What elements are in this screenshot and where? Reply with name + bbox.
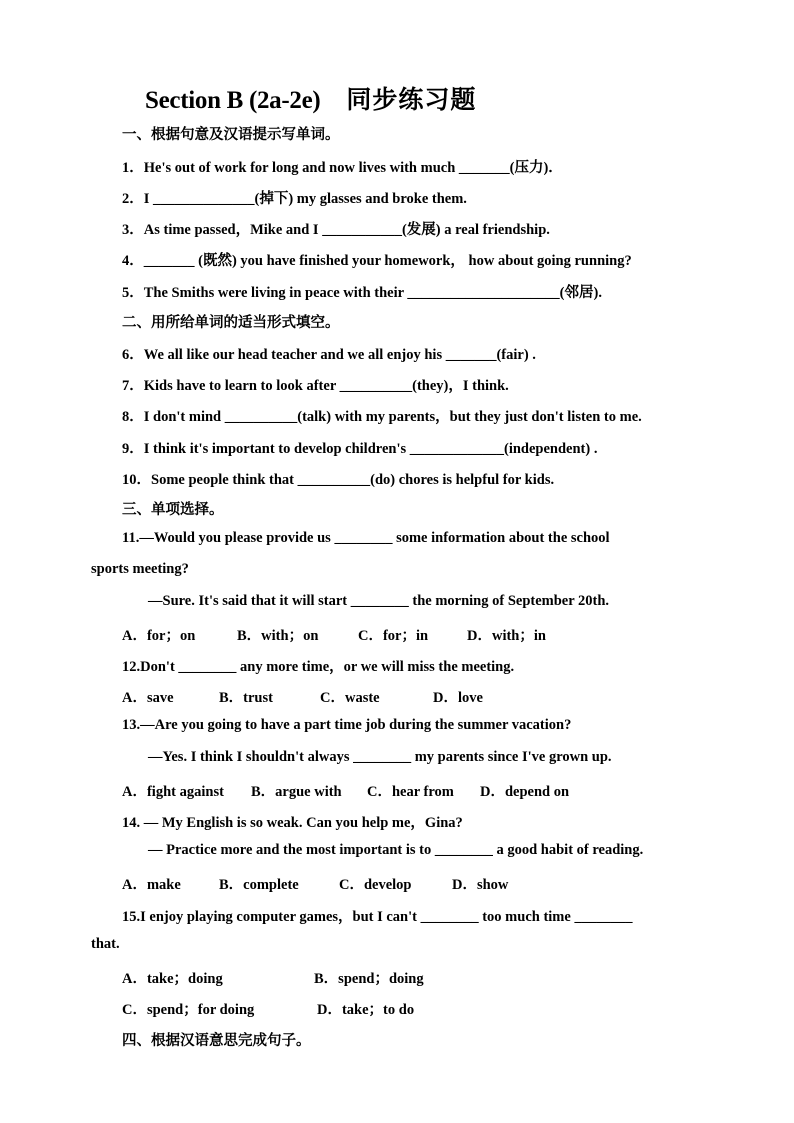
question-14-line-2: — Practice more and the most important is to ________ a good habit of reading. [148, 842, 644, 858]
question-13-line-1: 13.—Are you going to have a part time job during the summer vacation? [122, 717, 572, 733]
q12-option-a: A．save [122, 690, 174, 706]
question-12: 12.Don't ________ any more time，or we will miss the meeting. [122, 659, 515, 675]
question-15-line-2: that. [91, 936, 120, 952]
question-7: 7．Kids have to learn to look after __________(they)，I think. [122, 378, 509, 394]
question-13-line-2: —Yes. I think I shouldn't always ________ my parents since I've grown up. [148, 749, 612, 765]
question-11-line-2: sports meeting? [91, 561, 189, 577]
question-3: 3．As time passed，Mike and I ___________(发展) a real friendship. [122, 222, 550, 238]
section-heading-3: 三、单项选择。 [122, 502, 224, 518]
q13-option-c: C．hear from [367, 784, 454, 800]
question-11-line-1: 11.—Would you please provide us ________ some information about the school [122, 530, 610, 546]
question-4: 4．_______ (既然) you have finished your homework， how about going running? [122, 253, 632, 269]
q11-option-d: D．with；in [467, 628, 546, 644]
question-14-line-1: 14. — My English is so weak. Can you help me，Gina? [122, 815, 463, 831]
q14-option-c: C．develop [339, 877, 412, 893]
q11-option-b: B．with；on [237, 628, 319, 644]
q12-option-b: B．trust [219, 690, 273, 706]
q11-option-c: C．for；in [358, 628, 429, 644]
q15-option-b: B．spend；doing [314, 971, 424, 987]
q15-option-c: C．spend；for doing [122, 1002, 255, 1018]
q13-option-b: B．argue with [251, 784, 342, 800]
section-heading-2: 二、用所给单词的适当形式填空。 [122, 315, 340, 331]
title-chinese: 同步练习题 [346, 85, 477, 114]
q11-option-a: A．for；on [122, 628, 196, 644]
q12-option-d: D．love [433, 690, 483, 706]
page-title [145, 80, 476, 116]
q15-option-d: D．take；to do [317, 1002, 415, 1018]
question-11-line-3: —Sure. It's said that it will start ________ the morning of September 20th. [148, 593, 610, 609]
q15-option-a: A．take；doing [122, 971, 223, 987]
question-5: 5．The Smiths were living in peace with their _____________________(邻居). [122, 285, 602, 301]
q12-option-c: C．waste [320, 690, 380, 706]
question-2: 2．I ______________(掉下) my glasses and broke them. [122, 191, 467, 207]
q13-option-d: D．depend on [480, 784, 570, 800]
q14-option-d: D．show [452, 877, 509, 893]
section-heading-1: 一、根据句意及汉语提示写单词。 [122, 127, 340, 143]
q14-option-b: B．complete [219, 877, 299, 893]
question-8: 8．I don't mind __________(talk) with my parents，but they just don't listen to me. [122, 409, 642, 425]
question-10: 10．Some people think that __________(do) chores is helpful for kids. [122, 472, 555, 488]
question-1: 1．He's out of work for long and now lives with much _______(压力)． [122, 160, 563, 176]
title-english: Section B (2a-2e) [145, 87, 321, 114]
section-heading-4: 四、根据汉语意思完成句子。 [122, 1033, 311, 1049]
question-15-line-1: 15.I enjoy playing computer games，but I can't ________ too much time ________ [122, 909, 633, 925]
q13-option-a: A．fight against [122, 784, 224, 800]
question-6: 6．We all like our head teacher and we all enjoy his _______(fair) . [122, 347, 536, 363]
q14-option-a: A．make [122, 877, 181, 893]
question-9: 9．I think it's important to develop children's _____________(independent) . [122, 441, 598, 457]
